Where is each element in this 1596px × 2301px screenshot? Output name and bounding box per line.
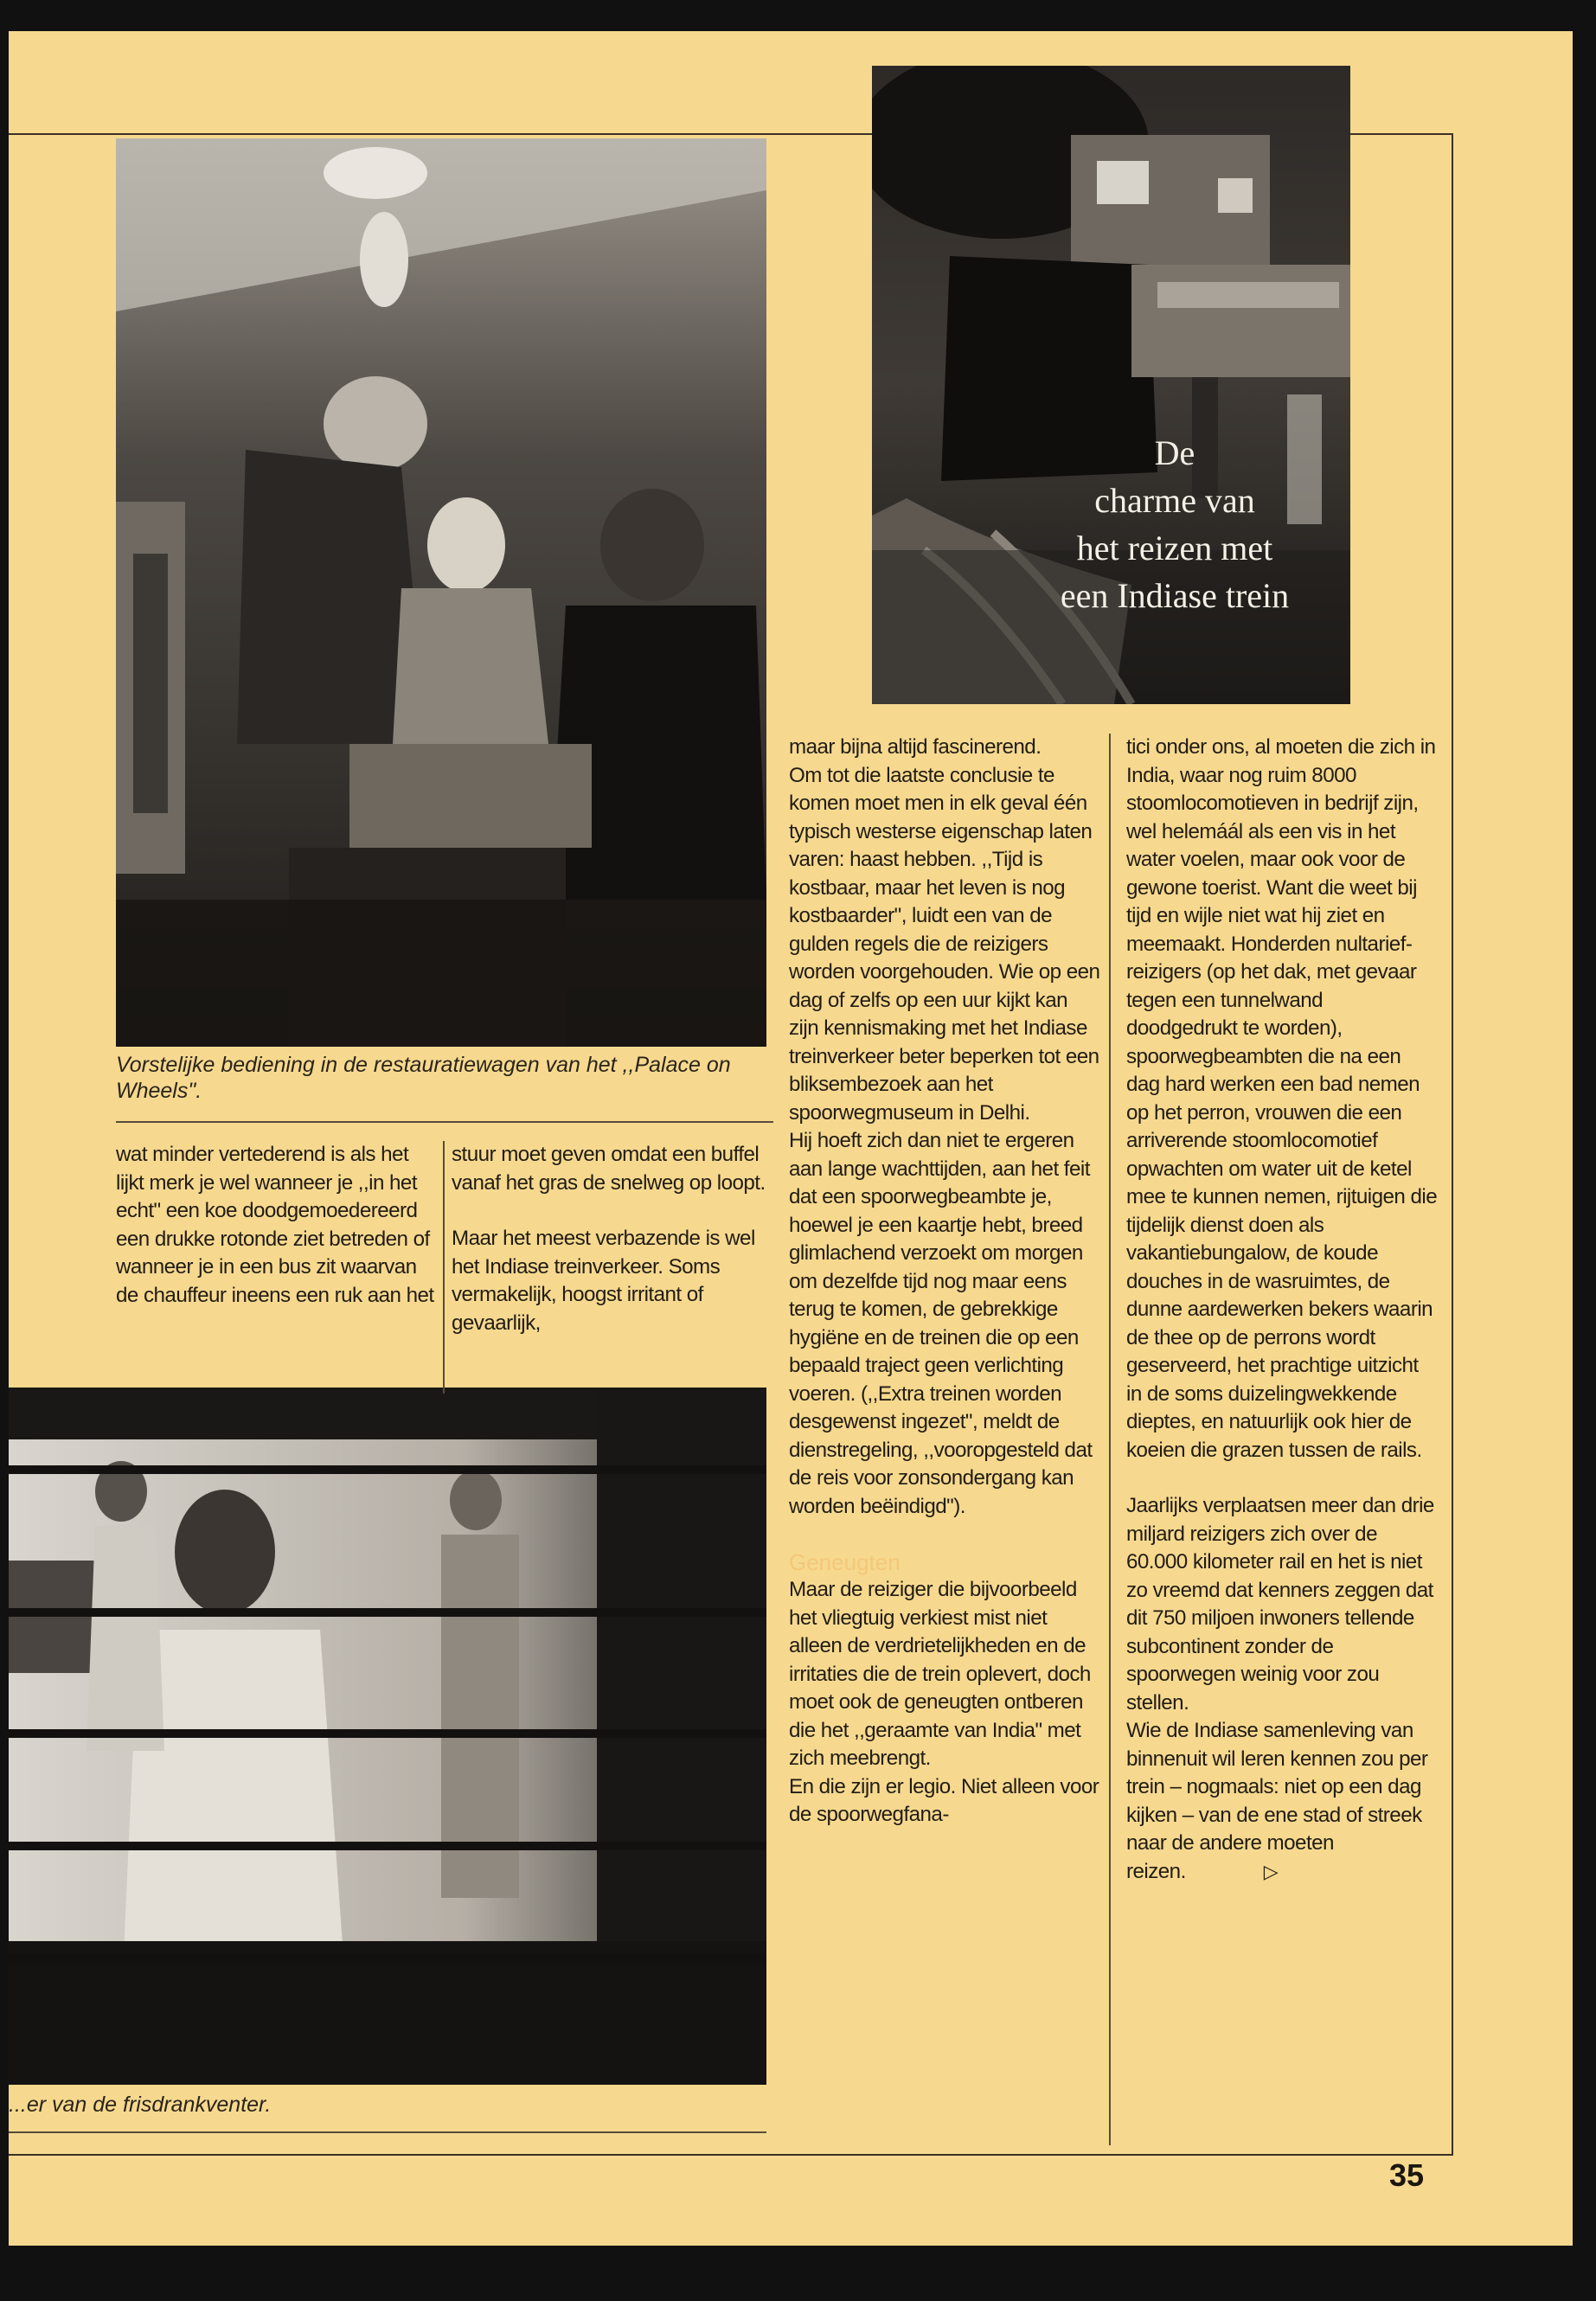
continue-arrow-icon: ▷ (1263, 1860, 1279, 1882)
restaurant-photo-caption: Vorstelijke bediening in de restauratiewagen van het ,,Palace on Wheels". (116, 1053, 731, 1103)
column-4-paragraph-2: Jaarlijks verplaatsen meer dan drie miljard reizigers zich over de 60.000 kilometer rail en het is niet zo vreemd dat kenners zeggen dat dit 750 miljoen inwoners tellende subcontinent zonder de spoorwegen weinig voor zou stellen. (1126, 1494, 1434, 1715)
drink-vendor-photo (9, 1388, 766, 2085)
right-rule (1452, 133, 1453, 2156)
article-column-3 (789, 734, 1100, 1830)
restaurant-car-photo (116, 138, 766, 1047)
column-rule-1 (443, 1141, 445, 1394)
bottom-rule (9, 2154, 1453, 2156)
column-2-paragraph-1: stuur moet geven omdat een buffel vanaf het gras de snelweg op loopt. (452, 1143, 766, 1195)
magazine-page (9, 31, 1573, 2246)
vendor-photo-caption: ...er van de frisdrankventer. (9, 2093, 272, 2117)
column-3-paragraph-3: Hij hoeft zich dan niet te ergeren aan lange wachttijden, aan het feit dat een spoorwegbeambte je, hoewel je een kaartje hebt, breed glimlachend verzoekt om morgen om dezelfde tijd nog maar eens terug te komen, de gebrekkige hygiëne en de treinen die op een bepaald traject geen verlichting voeren. (,,Extra treinen worden desgewenst ingezet", meldt de dienstregeling, ,,vooropgesteld dat de reis voor zonsondergang kan worden beëindigd"). (789, 1129, 1093, 1518)
caption-rule-vendor (9, 2131, 766, 2133)
article-column-2 (452, 1141, 773, 1337)
column-1-paragraph: wat minder vertederend is als het lijkt merk je wel wanneer je ,,in het echt" een koe doodgemoedereerd een drukke rotonde ziet betreden of wanneer je in een bus zit waarvan de chauffeur ineens een ruk aan het (116, 1143, 434, 1307)
column-4-paragraph-3 (1126, 1717, 1438, 1886)
column-4-paragraph-1: tici onder ons, al moeten die zich in India, waar nog ruim 8000 stoomlocomotieven in bedrijf zijn, wel helemáál als een vis in het water voelen, maar ook voor de gewone toerist. Want die weet bij tijd en wijle niet wat hij ziet en meemaakt. Honderden nultarief-reizigers (op het dak, met gevaar tegen een tunnelwand doodgedrukt te worden), spoorwegbeambten die na een dag hard werken een bad nemen op het perron, vrouwen die een arriverende stoomlocomotief opwachten om water uit de ketel mee te kunnen nemen, rijtuigen die tijdelijk dienst doen als vakantiebungalow, de koude douches in de wasruimtes, de dunne aardewerken bekers waarin de thee op de perrons wordt geserveerd, het prachtige uitzicht in de soms duizelingwekkende dieptes, en natuurlijk ook hier de koeien die grazen tussen de rails. (1126, 735, 1438, 1462)
article-column-1 (116, 1141, 440, 1310)
section-subheading: Geneugten (789, 1549, 901, 1575)
column-3-paragraph-2: Om tot die laatste conclusie te komen moet men in elk geval één typisch westerse eigenschap laten varen: haast hebben. ,,Tijd is kostbaar, maar het leven is nog kostbaarder", luidt een van de gulden regels die de reizigers worden voorgehouden. Wie op een dag of zelfs op een uur kijkt kan zijn kennismaking met het Indiase treinverkeer beter beperken tot een bliksembezoek aan het spoorwegmuseum in Delhi. (789, 763, 1100, 1125)
column-3-paragraph-1: maar bijna altijd fascinerend. (789, 735, 1042, 759)
page-number: 35 (1389, 2157, 1425, 2193)
article-title: De charme van het reizen met een Indiase trein (1060, 433, 1290, 615)
column-2-paragraph-2: Maar het meest verbazende is wel het Indiase treinverkeer. Soms vermakelijk, hoogst irritant of gevaarlijk, (452, 1227, 755, 1335)
caption-rule-restaurant (116, 1121, 773, 1123)
steam-train-photo (872, 66, 1350, 704)
column-4-paragraph-3-text: Wie de Indiase samenleving van binnenuit wil leren kennen zou per trein – nogmaals: niet op een dag kijken – van de ene stad of streek naar de andere moeten reizen. (1126, 1719, 1428, 1883)
column-3-paragraph-5: En die zijn er legio. Niet alleen voor de spoorwegfana- (789, 1774, 1099, 1826)
column-rule-3 (1109, 734, 1111, 2145)
column-3-paragraph-4: Maar de reiziger die bijvoorbeeld het vliegtuig verkiest mist niet alleen de verdrietelijkheden en de irritaties die de trein oplevert, doch moet ook de geneugten ontberen die het ,,geraamte van India" met zich meebrengt. (789, 1578, 1091, 1770)
article-column-4 (1126, 734, 1438, 1886)
